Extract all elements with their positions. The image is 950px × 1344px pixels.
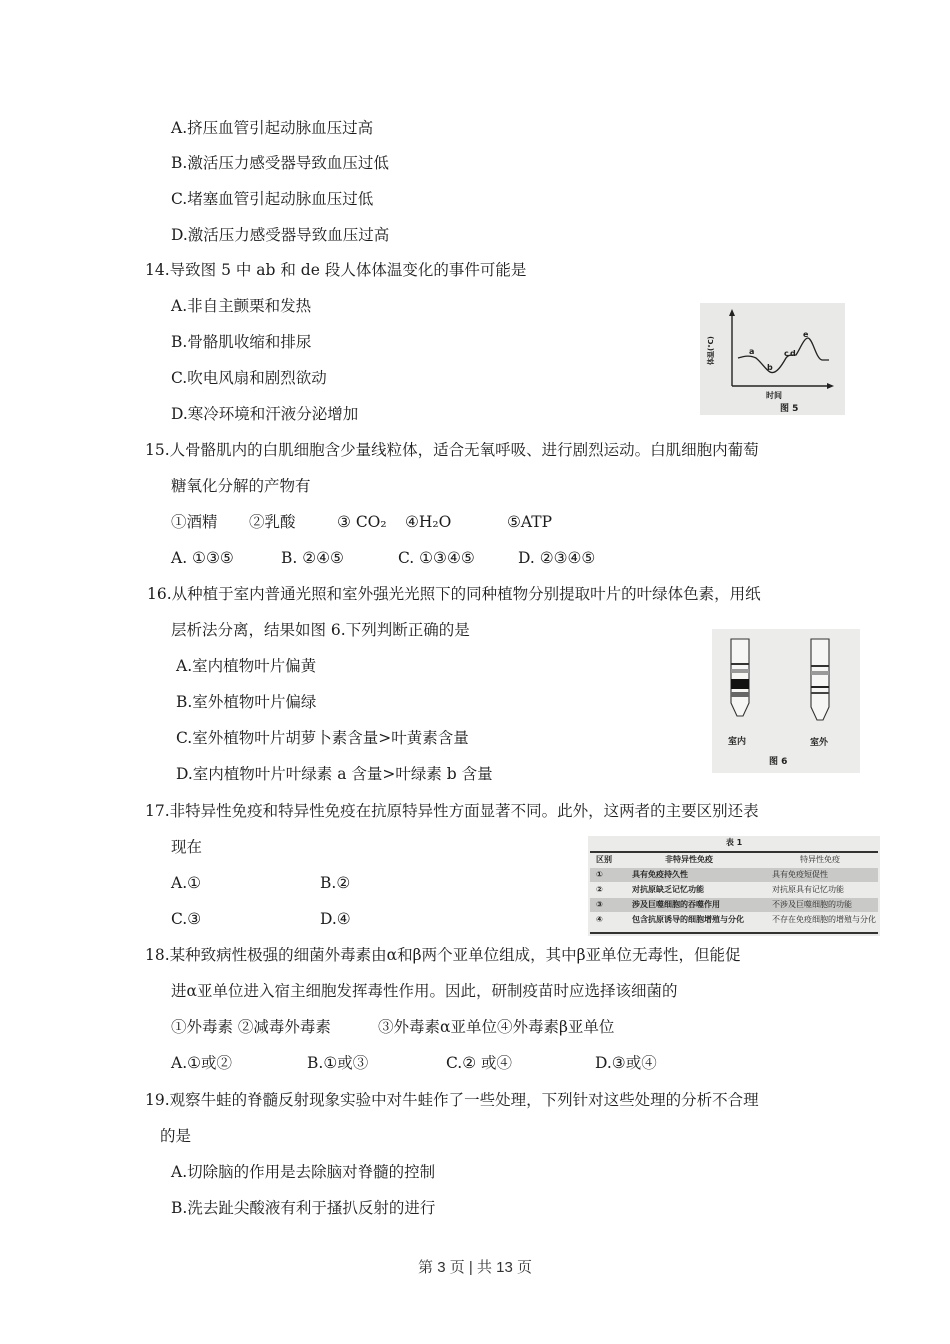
table-1-immunity-comparison (588, 836, 880, 936)
page-number-footer: 第 3 页 | 共 13 页 (418, 1259, 532, 1276)
q17-option-a: A.① (171, 874, 202, 892)
q15-stem-line1: 15.人骨骼肌内的白肌细胞含少量线粒体，适合无氧呼吸、进行剧烈运动。白肌细胞内葡萄 (145, 441, 759, 459)
table-cell: 具有免疫短促性 (772, 870, 828, 879)
figure-6-tube-label-outdoor: 室外 (810, 738, 829, 748)
q16-option-c: C.室外植物叶片胡萝卜素含量>叶黄素含量 (176, 729, 469, 747)
table-cell: ④ (596, 915, 603, 924)
q17-option-d: D.④ (320, 910, 351, 928)
table-cell: ② (596, 885, 603, 894)
q16-option-d: D.室内植物叶片叶绿素 a 含量>叶绿素 b 含量 (176, 765, 493, 783)
q15-item-2: ②乳酸 (249, 513, 296, 531)
table-cell: 对抗原具有记忆功能 (772, 885, 844, 894)
q18-option-c: C.② 或④ (446, 1054, 513, 1072)
table-header-specific: 特异性免疫 (800, 855, 840, 864)
table-cell: 不涉及巨噬细胞的功能 (772, 900, 852, 909)
q14-option-a: A.非自主颤栗和发热 (171, 297, 312, 315)
q14-stem: 14.导致图 5 中 ab 和 de 段人体体温变化的事件可能是 (145, 261, 527, 279)
q14-option-d: D.寒冷环境和汗液分泌增加 (171, 405, 359, 423)
table-row (590, 883, 878, 897)
table-cell: 包含抗原诱导的细胞增殖与分化 (632, 915, 744, 924)
q13-option-a: A.挤压血管引起动脉血压过高 (171, 119, 374, 137)
q15-item-4: ④H₂O (405, 513, 452, 531)
figure-5-y-axis-label: 体温(℃) (707, 336, 715, 365)
q17-stem-line1: 17.非特异性免疫和特异性免疫在抗原特异性方面显著不同。此外，这两者的主要区别还表 (145, 802, 759, 820)
q13-option-d: D.激活压力感受器导致血压过高 (171, 226, 390, 244)
q15-item-1: ①酒精 (171, 513, 218, 531)
q18-items-3-4: ③外毒素α亚单位④外毒素β亚单位 (378, 1018, 615, 1036)
table-row (590, 868, 878, 882)
figure-6-tube-label-indoor: 室内 (728, 737, 747, 747)
q13-option-b: B.激活压力感受器导致血压过低 (171, 154, 389, 172)
q14-option-b: B.骨骼肌收缩和排尿 (171, 333, 312, 351)
q17-option-b: B.② (320, 874, 351, 892)
figure-5-point-e: e (803, 330, 809, 339)
figure-5-point-a: a (749, 347, 755, 356)
q15-item-3: ③ CO₂ (337, 513, 387, 531)
table-header-diff: 区别 (596, 855, 612, 864)
figure-5-point-b: b (767, 363, 773, 372)
q15-option-a: A. ①③⑤ (171, 549, 234, 567)
figure-5-x-axis-label: 时间 (766, 391, 782, 400)
q13-option-c: C.堵塞血管引起动脉血压过低 (171, 190, 374, 208)
figure-5-point-d: d (790, 349, 796, 358)
table-cell: 不存在免疫细胞的增殖与分化 (772, 915, 876, 924)
table-header-row (590, 853, 878, 867)
q16-option-a: A.室内植物叶片偏黄 (176, 657, 317, 675)
table-cell: ① (596, 870, 603, 879)
table-header-nonspecific: 非特异性免疫 (665, 855, 713, 864)
q15-option-d: D. ②③④⑤ (518, 549, 596, 567)
figure-5-caption: 图 5 (780, 404, 799, 414)
q16-stem-line1: 16.从种植于室内普通光照和室外强光光照下的同种植物分别提取叶片的叶绿体色素，用纸 (147, 585, 761, 603)
q19-stem-line2: 的是 (160, 1127, 192, 1145)
q19-stem-line1: 19.观察牛蛙的脊髓反射现象实验中对牛蛙作了一些处理，下列针对这些处理的分析不合理 (145, 1091, 759, 1109)
q15-option-c: C. ①③④⑤ (398, 549, 475, 567)
table-cell: 具有免疫持久性 (632, 870, 688, 879)
figure-5-body-temperature-graph (700, 303, 845, 415)
figure-5-point-c: c (784, 349, 789, 358)
q16-stem-line2: 层析法分离，结果如图 6.下列判断正确的是 (171, 621, 470, 639)
q18-option-b: B.①或③ (307, 1054, 369, 1072)
q15-option-b: B. ②④⑤ (281, 549, 344, 567)
table-cell: 对抗原缺乏记忆功能 (632, 885, 704, 894)
q17-option-c: C.③ (171, 910, 202, 928)
table-cell: ③ (596, 900, 603, 909)
q18-items-1-2: ①外毒素 ②减毒外毒素 (171, 1018, 331, 1036)
table-row (590, 898, 878, 912)
figure-6-chromatography-tubes (712, 629, 860, 773)
q18-option-a: A.①或② (171, 1054, 233, 1072)
table-1-caption: 表 1 (725, 838, 743, 847)
q16-option-b: B.室外植物叶片偏绿 (176, 693, 317, 711)
q19-option-a: A.切除脑的作用是去除脑对脊髓的控制 (171, 1163, 436, 1181)
q15-item-5: ⑤ATP (507, 513, 553, 531)
table-row (590, 913, 878, 927)
q14-option-c: C.吹电风扇和剧烈欲动 (171, 369, 327, 387)
q15-stem-line2: 糖氧化分解的产物有 (171, 477, 311, 495)
q19-option-b: B.洗去趾尖酸液有利于搔扒反射的进行 (171, 1199, 436, 1217)
q18-stem-line2: 进α亚单位进入宿主细胞发挥毒性作用。因此，研制疫苗时应选择该细菌的 (171, 982, 678, 1000)
q17-stem-line2: 现在 (171, 838, 203, 856)
q18-stem-line1: 18.某种致病性极强的细菌外毒素由α和β两个亚单位组成，其中β亚单位无毒性，但能促 (145, 946, 741, 964)
table-bottom-rule (590, 932, 878, 934)
q18-option-d: D.③或④ (595, 1054, 657, 1072)
figure-6-caption: 图 6 (769, 757, 788, 767)
table-cell: 涉及巨噬细胞的吞噬作用 (632, 900, 720, 909)
